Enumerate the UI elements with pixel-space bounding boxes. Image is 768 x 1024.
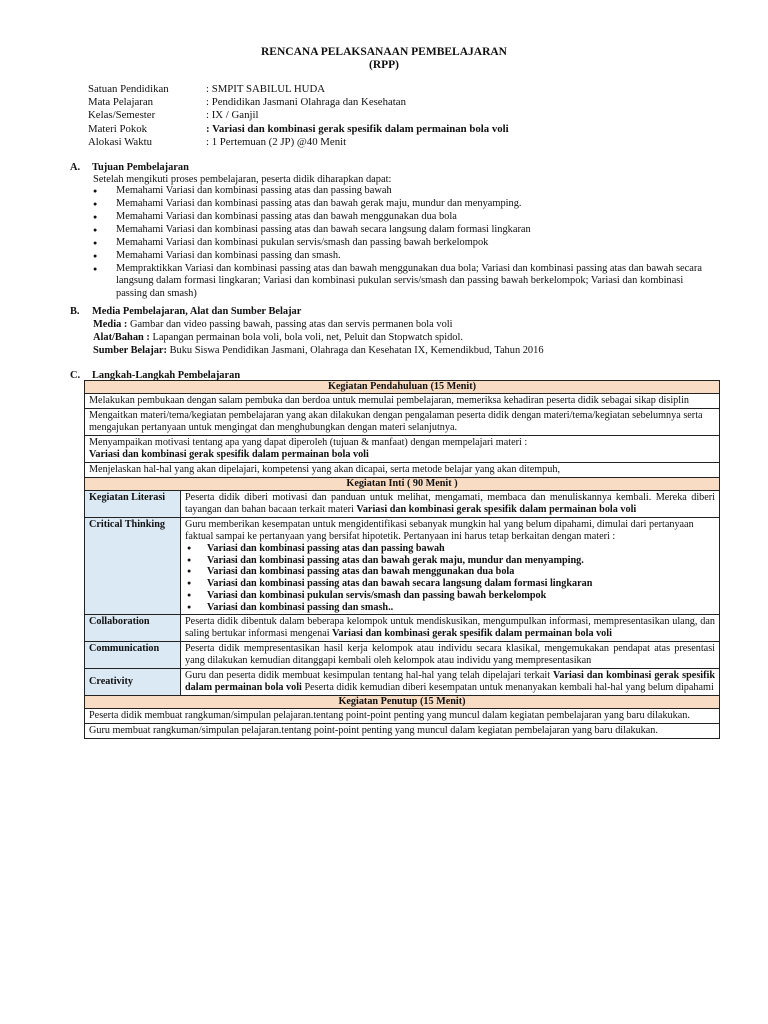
activity-text: Guru dan peserta didik membuat kesimpulan tentang hal-hal yang telah dipelajari terkait — [185, 670, 551, 682]
activity-topic: Variasi dan kombinasi gerak spesifik dalam permainan bola voli — [356, 504, 637, 515]
identity-label: Mata Pelajaran — [88, 96, 154, 109]
list-item: ● Variasi dan kombinasi passing atas dan bawah secara langsung dalam formasi lingkaran — [185, 578, 715, 590]
motivation-topic: Variasi dan kombinasi gerak spesifik dalam permainan bola voli — [89, 449, 369, 460]
table-row — [85, 394, 720, 409]
identity-table — [88, 83, 688, 149]
identity-label: Materi Pokok — [88, 122, 148, 135]
identity-value: : IX / Ganjil — [206, 109, 259, 122]
list-item: ● Mempraktikkan Variasi dan kombinasi passing atas dan bawah menggunakan dua bola; Variasi dan kombinasi passing atas dan bawah secara langsung dalam formasi lingkaran; Variasi dan kombinasi pukulan servis/smash dan passing bawah berkelompok; Variasi dan kombinasi passing dan smash) — [93, 263, 703, 300]
activity-label: Creativity — [85, 669, 181, 696]
activity-text: Guru memberikan kesempatan untuk mengidentifikasi sebanyak mungkin hal yang belum dipahami, dimulai dari pertanyaan faktual sampai ke pertanyaan yang bersifat hipotetik. Pertanyaan ini harus tetap berkaitan dengan materi : — [185, 519, 694, 542]
activity-label: Kegiatan Literasi — [85, 491, 181, 518]
list-item: ● Variasi dan kombinasi pukulan servis/smash dan passing bawah berkelompok — [185, 590, 715, 602]
activity-text: Peserta didik dibentuk dalam beberapa kelompok untuk mendiskusikan, mengumpulkan informasi, mempresentasikan ulang, dan saling bertukar informasi mengenai — [185, 616, 715, 640]
activity-text: Peserta didik diberi motivasi dan panduan untuk melihat, mengamati, membaca dan menuliskannya kembali. Mereka diberi tayangan dan bahan bacaan terkait materi — [185, 492, 715, 515]
section-number: B. — [70, 306, 80, 317]
table-cell — [85, 436, 720, 463]
phase-header-penutup: Kegiatan Penutup (15 Menit) — [85, 696, 720, 709]
media-value: Gambar dan video passing bawah, passing atas dan servis permanen bola voli — [127, 319, 453, 330]
identity-value: : 1 Pertemuan (2 JP) @40 Menit — [206, 135, 347, 148]
identity-row — [88, 96, 688, 109]
identity-label: Satuan Pendidikan — [88, 83, 169, 95]
table-cell: Peserta didik membuat rangkuman/simpulan pelajaran.tentang point-point penting yang muncul dalam kegiatan pembelajaran yang baru dilakukan. — [85, 709, 720, 724]
section-number: A. — [70, 162, 81, 173]
identity-row — [88, 109, 688, 122]
table-cell: Menjelaskan hal-hal yang akan dipelajari, kompetensi yang akan dicapai, serta metode belajar yang akan ditempuh, — [85, 463, 720, 478]
table-row — [85, 478, 720, 491]
learning-steps-table — [84, 380, 720, 739]
activity-description: Peserta didik mempresentasikan hasil kerja kelompok atau individu secara klasikal, mengemukakan pendapat atas presentasi yang dilakukan kemudian ditanggapi kembali oleh kelompok atau individu yang mempresentasikan — [181, 642, 720, 669]
sources-value: Buku Siswa Pendidikan Jasmani, Olahraga dan Kesehatan IX, Kemendikbud, Tahun 2016 — [166, 345, 544, 356]
activity-label: Communication — [85, 642, 181, 669]
identity-label: Alokasi Waktu — [88, 135, 153, 148]
section-title: Tujuan Pembelajaran — [92, 162, 189, 173]
section-number: C. — [70, 370, 81, 381]
list-item: ● Memahami Variasi dan kombinasi passing dan smash. — [93, 250, 703, 262]
sources-label: Sumber Belajar: — [93, 345, 167, 356]
table-cell: Mengaitkan materi/tema/kegiatan pembelajaran yang akan dilakukan dengan pengalaman peserta didik dengan materi/tema/kegiatan sebelumnya serta mengajukan pertanyaan untuk mengingat dan menghubungkan dengan materi selanjutnya. — [85, 409, 720, 436]
list-item: ● Memahami Variasi dan kombinasi passing atas dan bawah menggunakan dua bola — [93, 211, 703, 223]
list-item: ● Variasi dan kombinasi passing atas dan passing bawah — [185, 543, 715, 555]
phase-header-pendahuluan: Kegiatan Pendahuluan (15 Menit) — [85, 381, 720, 394]
list-item: ● Memahami Variasi dan kombinasi passing atas dan passing bawah — [93, 185, 703, 197]
activity-topic: Variasi dan kombinasi gerak spesifik dalam permainan bola voli — [332, 628, 612, 640]
table-cell: Melakukan pembukaan dengan salam pembuka dan berdoa untuk memulai pembelajaran, memeriksa kehadiran peserta didik sebagai sikap disiplin — [85, 394, 720, 409]
table-row — [85, 615, 720, 642]
phase-header-inti: Kegiatan Inti ( 90 Menit ) — [85, 478, 720, 491]
activity-description — [181, 615, 720, 642]
motivation-text: Menyampaikan motivasi tentang apa yang dapat diperoleh (tujuan & manfaat) dengan mempelajari materi : — [89, 437, 528, 448]
table-row — [85, 491, 720, 518]
table-row — [85, 381, 720, 394]
identity-value: : Variasi dan kombinasi gerak spesifik dalam permainan bola voli — [206, 122, 509, 135]
activity-topic: Variasi dan kombinasi gerak spesifik dalam permainan bola voli — [185, 670, 716, 694]
section-title: Media Pembelajaran, Alat dan Sumber Belajar — [92, 306, 302, 317]
tools-line — [93, 331, 693, 344]
learning-goals-list — [93, 185, 703, 301]
activity-text-continued: Peserta didik kemudian diberi kesempatan untuk menanyakan kembali hal-hal yang belum dipahami — [301, 682, 714, 694]
tools-value: Lapangan permainan bola voli, bola voli, net, Peluit dan Stopwatch spidol. — [149, 332, 463, 343]
table-row — [85, 709, 720, 724]
table-row — [85, 642, 720, 669]
table-row — [85, 724, 720, 739]
activity-description — [181, 491, 720, 518]
activity-description — [181, 518, 720, 615]
table-cell: Guru membuat rangkuman/simpulan pelajaran.tentang point-point penting yang muncul dalam kegiatan pembelajaran yang baru dilakukan. — [85, 724, 720, 739]
table-row — [85, 436, 720, 463]
identity-value: : SMPIT SABILUL HUDA — [206, 83, 326, 95]
list-item: ● Variasi dan kombinasi passing atas dan bawah gerak maju, mundur dan menyamping. — [185, 555, 715, 567]
table-row — [85, 463, 720, 478]
identity-value: : Pendidikan Jasmani Olahraga dan Kesehatan — [206, 96, 406, 109]
table-row — [85, 409, 720, 436]
activity-description — [181, 669, 720, 696]
list-item: ● Variasi dan kombinasi passing atas dan bawah menggunakan dua bola — [185, 566, 715, 578]
activity-label: Collaboration — [85, 615, 181, 642]
identity-label: Kelas/Semester — [88, 109, 156, 122]
tools-label: Alat/Bahan : — [93, 332, 150, 343]
media-line — [93, 318, 693, 331]
document-subtitle: (RPP) — [368, 59, 399, 71]
list-item: ● Memahami Variasi dan kombinasi passing atas dan bawah gerak maju, mundur dan menyamping. — [93, 198, 703, 210]
section-a-intro: Setelah mengikuti proses pembelajaran, peserta didik diharapkan dapat: — [93, 174, 392, 185]
identity-row — [88, 123, 688, 136]
activity-label: Critical Thinking — [85, 518, 181, 615]
table-row — [85, 518, 720, 615]
list-item: ● Memahami Variasi dan kombinasi pukulan servis/smash dan passing bawah berkelompok — [93, 237, 703, 249]
table-row — [85, 669, 720, 696]
list-item: ● Variasi dan kombinasi passing dan smash.. — [185, 602, 715, 614]
media-label: Media : — [93, 319, 128, 330]
document-title: RENCANA PELAKSANAAN PEMBELAJARAN — [261, 46, 507, 58]
identity-row — [88, 136, 688, 149]
critical-thinking-list — [185, 543, 715, 613]
table-row — [85, 696, 720, 709]
list-item: ● Memahami Variasi dan kombinasi passing atas dan bawah secara langsung dalam formasi lingkaran — [93, 224, 703, 236]
section-title: Langkah-Langkah Pembelajaran — [92, 370, 241, 381]
section-b-heading — [70, 305, 301, 318]
sources-line — [93, 344, 693, 357]
identity-row — [88, 83, 688, 96]
